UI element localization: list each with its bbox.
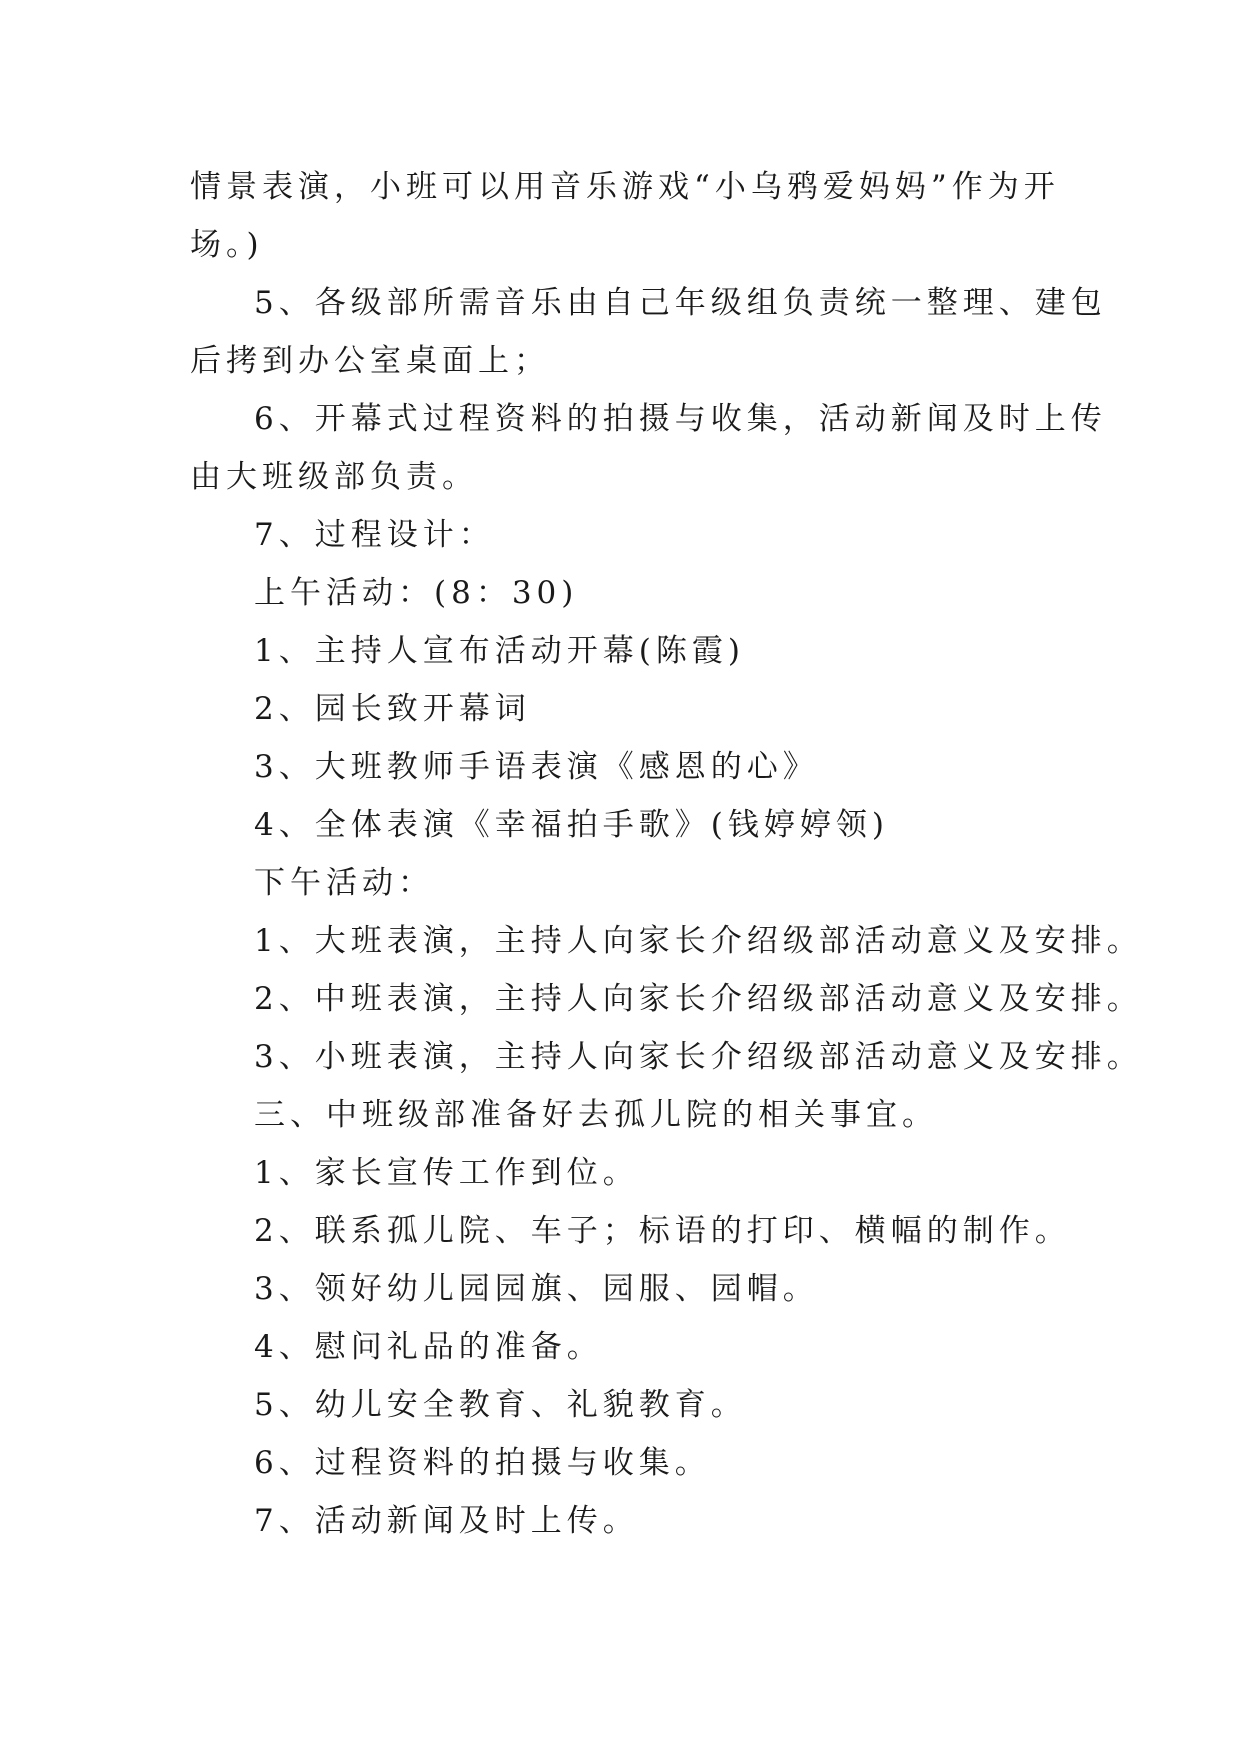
document-body (190, 158, 1143, 1550)
text-line: 5、各级部所需音乐由自己年级组负责统一整理、建包 (254, 285, 1107, 321)
text-line: 7、活动新闻及时上传。 (254, 1503, 639, 1539)
text-line: 2、中班表演，主持人向家长介绍级部活动意义及安排。 (254, 981, 1143, 1017)
text-line: 3、大班教师手语表演《感恩的心》 (254, 749, 819, 785)
text-line: 2、联系孤儿院、车子；标语的打印、横幅的制作。 (254, 1213, 1071, 1249)
text-line: 1、家长宣传工作到位。 (254, 1155, 639, 1191)
text-line: 7、过程设计： (254, 517, 495, 553)
text-line: 4、慰问礼品的准备。 (254, 1329, 603, 1365)
text-line: 1、主持人宣布活动开幕(陈霞) (254, 633, 745, 669)
text-line: 上午活动：(8：30) (254, 575, 579, 611)
text-line: 5、幼儿安全教育、礼貌教育。 (254, 1387, 747, 1423)
text-line: 6、过程资料的拍摄与收集。 (254, 1445, 711, 1481)
text-line: 由大班级部负责。 (190, 459, 478, 495)
text-line: 6、开幕式过程资料的拍摄与收集，活动新闻及时上传 (254, 401, 1107, 437)
text-line: 1、大班表演，主持人向家长介绍级部活动意义及安排。 (254, 923, 1143, 959)
text-line: 3、小班表演，主持人向家长介绍级部活动意义及安排。 (254, 1039, 1143, 1075)
text-line: 三、中班级部准备好去孤儿院的相关事宜。 (254, 1097, 938, 1133)
text-line: 场。) (190, 227, 264, 263)
text-line: 2、园长致开幕词 (254, 691, 531, 727)
text-line: 情景表演，小班可以用音乐游戏“小乌鸦爱妈妈”作为开 (190, 169, 1060, 205)
text-line: 4、全体表演《幸福拍手歌》(钱婷婷领) (254, 807, 889, 843)
text-line: 后拷到办公室桌面上； (190, 343, 550, 379)
text-line: 3、领好幼儿园园旗、园服、园帽。 (254, 1271, 819, 1307)
text-line: 下午活动： (254, 865, 434, 901)
